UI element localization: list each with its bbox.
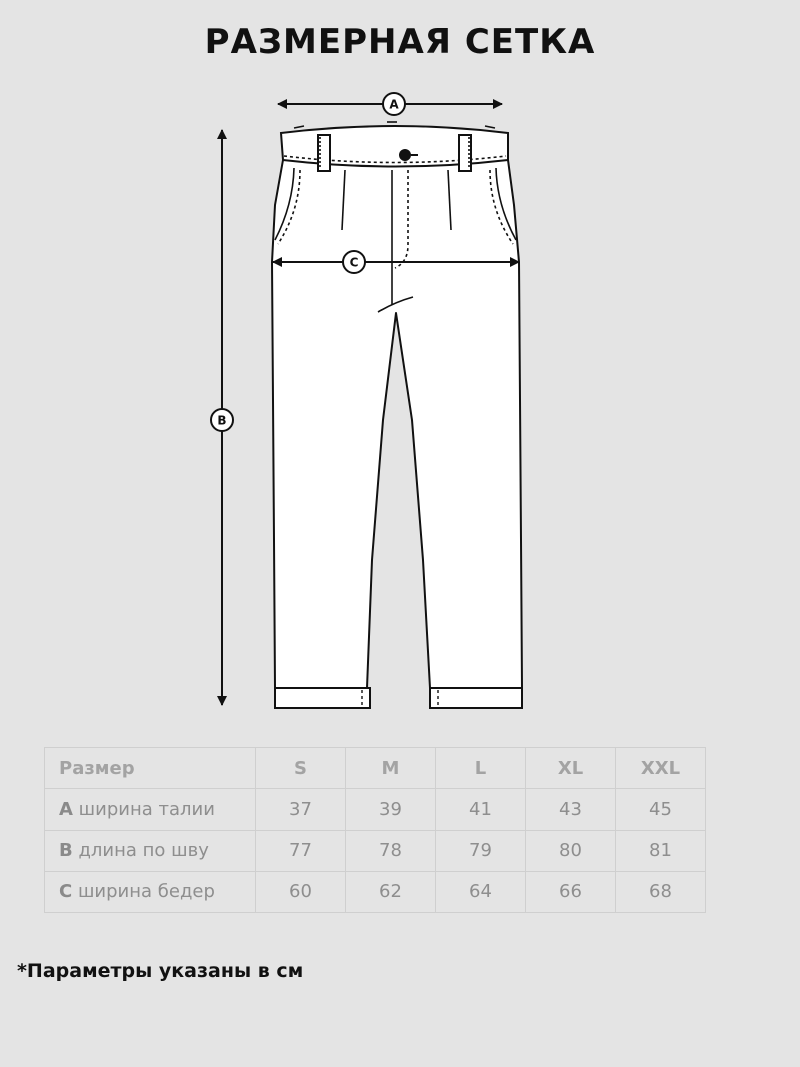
table-row	[45, 789, 706, 830]
footnote: *Параметры указаны в см	[17, 960, 304, 982]
header-size-xl: XL	[526, 748, 616, 789]
row-label: ширина бедер	[77, 881, 215, 903]
table-cell: 77	[256, 830, 346, 871]
pants-outline	[272, 160, 522, 688]
table-cell: 39	[346, 789, 436, 830]
row-code: B	[59, 840, 73, 862]
table-cell: 45	[616, 789, 706, 830]
waistband	[281, 126, 508, 167]
table-cell: 60	[256, 871, 346, 912]
table-cell: 41	[436, 789, 526, 830]
page-title: РАЗМЕРНАЯ СЕТКА	[204, 22, 596, 62]
row-code: C	[59, 881, 73, 903]
table-cell: 68	[616, 871, 706, 912]
table-cell: 64	[436, 871, 526, 912]
dimension-a	[278, 93, 502, 115]
table-cell: 62	[346, 871, 436, 912]
header-size-xxl: XXL	[616, 748, 706, 789]
dimension-a-label: A	[389, 97, 399, 112]
row-label: длина по шву	[78, 840, 209, 862]
row-label: ширина талии	[78, 798, 215, 820]
header-size-label: Размер	[45, 748, 256, 789]
header-size-l: L	[436, 748, 526, 789]
table-cell: 78	[346, 830, 436, 871]
dimension-c-label: C	[349, 255, 359, 270]
row-length-label	[45, 830, 256, 871]
table-row	[45, 830, 706, 871]
table-cell: 81	[616, 830, 706, 871]
table-cell: 79	[436, 830, 526, 871]
row-waist-label	[45, 789, 256, 830]
row-hip-label	[45, 871, 256, 912]
table-header-row	[45, 748, 706, 789]
dimension-b	[211, 130, 233, 705]
dimension-b-label: B	[217, 413, 227, 428]
table-row	[45, 871, 706, 912]
table-cell: 43	[526, 789, 616, 830]
table-cell: 37	[256, 789, 346, 830]
size-table	[44, 747, 706, 913]
row-code: A	[59, 798, 73, 820]
cuff-seams	[362, 690, 438, 706]
cuffs	[275, 688, 522, 708]
table-cell: 66	[526, 871, 616, 912]
table-cell: 80	[526, 830, 616, 871]
header-size-m: M	[346, 748, 436, 789]
header-size-s: S	[256, 748, 346, 789]
